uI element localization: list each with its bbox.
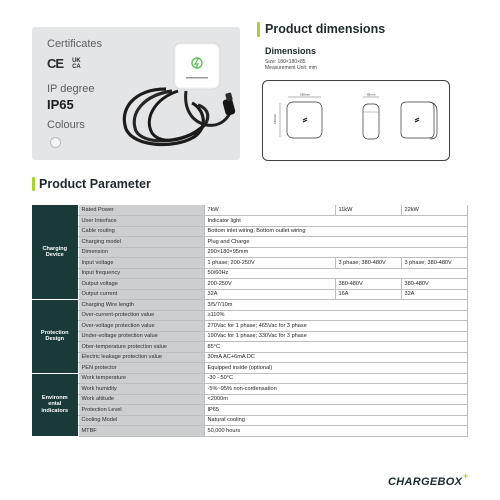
certificate-marks [47,56,81,71]
parameter-row [32,237,467,248]
parameter-value: -5%~95% non-cordensation [204,384,467,395]
colour-swatch-white[interactable] [50,137,61,148]
dimensions-unit-text: Measurement Unit: mm [265,65,317,71]
dimensions-accent-bar [257,22,260,37]
parameter-name: Input voltage [78,258,204,269]
parameter-value: <2000m [204,394,467,405]
parameter-name: Output voltage [78,279,204,290]
chargebox-logo [388,471,469,488]
parameter-name: Charging model [78,237,204,248]
parameter-row [32,342,467,353]
charger-product-image [114,29,240,159]
parameter-row [32,426,467,437]
parameter-row [32,405,467,416]
parameter-name: Ober-temperature protection value [78,342,204,353]
ip-degree-label: IP degree [47,83,95,95]
parameter-section-title: Product Parameter [39,177,151,191]
dimensions-size-text: Size: 180×180×85 [265,59,306,65]
parameter-value: 30mA AC+6mA DC [204,352,467,363]
parameter-name: Input frequency [78,268,204,279]
parameter-value: Plug and Charge [204,237,467,248]
parameter-value: 3 phase; 380-480V [335,258,401,269]
logo-plus-icon: + [462,471,469,481]
parameter-group-label: Environm ental indicators [32,373,78,436]
parameter-name: Cooling Model [78,415,204,426]
parameter-name: Under-voltage protection value [78,331,204,342]
parameter-row [32,289,467,300]
product-card [32,27,240,160]
parameter-name: Work altitude [78,394,204,405]
parameter-row [32,352,467,363]
parameter-value: 22kW [401,205,467,216]
dimensions-section-title: Product dimensions [265,22,386,36]
parameter-row [32,373,467,384]
parameter-value: 50/60Hz [204,268,467,279]
parameter-value: Indicator light [204,216,467,227]
side-view-shape [363,104,379,139]
parameter-row [32,310,467,321]
parameter-value: Bottom inlet wiring, Bottom outlet wiring [204,226,467,237]
parameter-name: Cable routing [78,226,204,237]
parameter-value: 190Vac for 1 phase; 330Vac for 3 phase [204,331,467,342]
ukca-mark-icon: UK CA [72,57,81,70]
parameter-row [32,216,467,227]
parameter-name: Work humidity [78,384,204,395]
parameter-row [32,268,467,279]
parameter-value: 85°C [204,342,467,353]
front-view-shape [287,102,322,138]
parameter-value: Equipped inside (optional) [204,363,467,374]
parameter-row [32,279,467,290]
parameter-row [32,258,467,269]
parameter-value: -30 - 50°C [204,373,467,384]
parameter-name: Over-voltage protection value [78,321,204,332]
parameter-value: IP65 [204,405,467,416]
dimensions-subtitle: Dimensions [265,46,317,56]
parameter-value: 50,000 hours [204,426,467,437]
parameter-row [32,331,467,342]
ce-mark-icon: CE [47,56,64,71]
colours-label: Colours [47,119,85,131]
parameter-row [32,394,467,405]
parameter-value: 32A [401,289,467,300]
certificates-label: Certificates [47,38,103,50]
parameter-value: 200-250V [204,279,335,290]
parameter-name: Protection Level [78,405,204,416]
parameter-row [32,247,467,258]
parameter-value: 380-480V [401,279,467,290]
logo-text: CHARGEBOX [388,476,463,488]
front-height-label: 180mm [273,113,277,124]
parameter-name: MTBF [78,426,204,437]
parameter-accent-bar [32,177,35,191]
parameter-value: 32A [204,289,335,300]
parameter-value: 380-480V [335,279,401,290]
dimensions-diagram [262,80,450,161]
side-width-label: 85mm [367,92,376,97]
parameter-name: Dimension [78,247,204,258]
parameter-group-label: Charging Device [32,205,78,300]
front-width-label: 180mm [300,92,311,97]
parameter-row [32,205,467,216]
parameter-value: 3/5/7/10m [204,300,467,311]
parameter-value: 270Vac for 1 phase; 465Vac for 3 phase [204,321,467,332]
parameter-value: 3 phase; 380-480V [401,258,467,269]
parameter-value: Natural cooling [204,415,467,426]
parameter-name: Output current [78,289,204,300]
ip-degree-value: IP65 [47,97,74,112]
parameter-table [32,205,468,437]
parameter-name: PEN protector [78,363,204,374]
parameter-row [32,226,467,237]
parameter-row [32,384,467,395]
parameter-value: 290×180×95mm [204,247,467,258]
parameter-value: ≥110% [204,310,467,321]
parameter-name: Over-current-protection value [78,310,204,321]
parameter-row [32,321,467,332]
perspective-view-shape [401,102,434,138]
dimensions-drawing [263,81,449,160]
parameter-name: User Interface [78,216,204,227]
parameter-row [32,300,467,311]
parameter-row [32,363,467,374]
parameter-group-label: Protection Design [32,300,78,374]
parameter-name: Electric leakage protection value [78,352,204,363]
parameter-name: Rated Power [78,205,204,216]
parameter-value: 1 phase; 200-250V [204,258,335,269]
parameter-value: 11kW [335,205,401,216]
parameter-name: Charging Wire length [78,300,204,311]
parameter-value: 16A [335,289,401,300]
parameter-row [32,415,467,426]
parameter-name: Work temperature [78,373,204,384]
parameter-value: 7kW [204,205,335,216]
